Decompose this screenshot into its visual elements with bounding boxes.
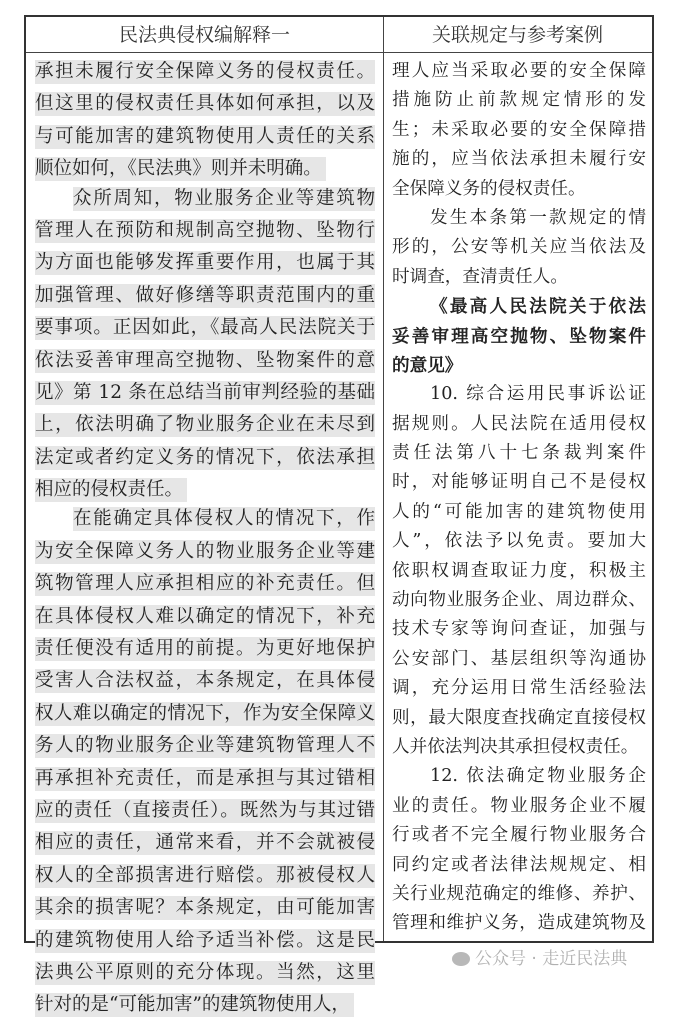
text-line-content: 承担未履行安全保障义务的侵权责任。 [35,61,375,82]
text-line-content: 施的，应当依法承担未履行安 [392,149,646,170]
interpretation-column [35,57,375,1020]
text-line-content: 责任便没有适用的前提。为更好地保护 [35,638,375,660]
text-line [35,637,375,666]
text-line-content: 加强管理、做好修缮等职责范围内的重 [35,284,375,306]
text-line [392,674,646,703]
text-line [35,251,375,280]
text-line-content: 应的责任（直接责任）。既然为与其过错 [35,799,375,821]
text-line-content: 要事项。正因如此，《最高人民法院关于 [35,317,375,339]
text-line [35,734,375,763]
text-line [392,704,646,733]
text-line [392,86,646,115]
text-line-content: 动向物业服务企业、周边群众、 [392,590,646,611]
text-line [392,645,646,674]
text-line [392,145,646,174]
text-line-content: 务人的物业服务企业等建筑物管理人不 [35,735,375,757]
text-line-content: 依职权调查取证力度，积极主 [392,560,646,581]
text-line [35,381,375,410]
text-line-content: 再承担补充责任，而是承担与其过错相 [35,767,375,789]
text-line-content: 措施防止前款规定情形的发 [392,90,646,111]
text-line [35,605,375,634]
text-line [35,219,375,248]
text-line [35,929,375,958]
text-line [35,154,375,183]
text-line [35,446,375,475]
text-line-content: 行或者不完全履行物业服务合 [392,825,646,846]
text-line-content: 时调查，查清责任人。 [392,266,568,287]
text-line-content: 公安部门、基层组织等沟通协 [392,648,646,669]
text-line-content: 据规则。人民法院在适用侵权 [392,413,646,434]
text-line-content: 见》第 12 条在总结当前审判经验的基础 [35,381,375,403]
text-line-content: 顺位如何，《民法典》则并未明确。 [35,157,326,181]
text-line-content: 10. 综合运用民事诉讼证 [430,384,646,405]
text-line-content: 关行业规范确定的维修、养护、 [392,883,646,904]
text-line [35,767,375,796]
text-line [392,733,646,762]
text-line [35,413,375,442]
text-line-content: 依法妥善审理高空抛物、坠物案件的意 [35,349,375,371]
text-line [392,851,646,880]
text-line-content: 人”，依法予以免责。要加大 [392,531,646,552]
text-line-content: 调，充分运用日常生活经验法 [392,678,646,699]
text-line [392,410,646,439]
text-line [35,864,375,893]
text-line-content: 上，依法明确了物业服务企业在未尽到 [35,414,375,436]
text-line [35,60,375,89]
text-line [392,175,646,204]
text-line-content: 与可能加害的建筑物使用人责任的关系 [35,125,375,147]
text-line-content: 同约定或者法律法规规定、相 [392,854,646,875]
text-line-content: 管理和维护义务，造成建筑物及 [392,913,646,934]
wechat-icon [452,952,470,966]
text-line [35,831,375,860]
text-line-content: 理人应当采取必要的安全保障 [392,61,646,81]
text-line [35,284,375,313]
text-line [35,125,375,154]
text-line-content: 技术专家等询问查证，加强与 [392,619,646,640]
text-line-content: 权人的全部损害进行赔偿。那被侵权人 [35,864,375,886]
text-line-content: 人并依法判决其承担侵权责任。 [392,736,639,757]
left-column-header: 民法典侵权编解释一 [26,17,383,53]
text-line [35,92,375,121]
text-line-content: 人的“可能加害的建筑物使用 [392,501,646,522]
text-line-content: 为方面也能够发挥重要作用，也属于其 [35,252,375,274]
watermark [452,948,627,970]
watermark-text: 公众号 · 走近民法典 [475,949,628,969]
text-line [392,263,646,292]
text-line-content: 全保障义务的侵权责任。 [392,178,586,199]
text-line-content: 受害人合法权益，本条规定，在具体侵 [35,670,375,692]
text-line-content: 的意见》 [392,354,463,376]
text-line [35,799,375,828]
text-line [35,187,375,216]
text-line-content: 针对的是“可能加害”的建筑物使用人， [35,993,354,1017]
text-line [35,349,375,378]
text-line [392,762,646,791]
text-line [392,557,646,586]
text-line [35,316,375,345]
text-line [35,572,375,601]
text-line [392,821,646,850]
text-line-content: 筑物管理人应承担相应的补充责任。但 [35,573,375,595]
text-line-content: 在具体侵权人难以确定的情况下，补充 [35,605,375,627]
text-line [392,204,646,233]
text-line [392,527,646,556]
text-line [392,116,646,145]
text-line-content: 的建筑物使用人给予适当补偿。这是民 [35,929,375,951]
text-line [392,498,646,527]
text-line-content: 其余的损害呢？本条规定，由可能加害 [35,897,375,919]
text-line-content: 相应的责任，通常来看，并不会就被侵 [35,832,375,854]
text-line [35,475,375,504]
text-line-content: 法定或者约定义务的情况下，依法承担 [35,446,375,468]
text-line-content: 发生本条第一款规定的情 [430,207,646,228]
text-line-content: 但这里的侵权责任具体如何承担，以及 [35,93,375,115]
text-line [392,468,646,497]
text-line-content: 权人难以确定的情况下，作为安全保障义 [35,702,375,724]
text-line-content: 妥善审理高空抛物、坠物案件 [392,325,646,347]
text-line [392,792,646,821]
text-line [392,57,646,86]
right-column-header: 关联规定与参考案例 [383,17,652,53]
related-provisions-column [392,57,646,939]
text-line [35,507,375,536]
text-line [392,233,646,262]
text-line-content: 业的责任。物业服务企业不履 [392,795,646,816]
column-divider [383,17,384,941]
text-line [392,439,646,468]
text-line-content: 众所周知，物业服务企业等建筑物 [73,187,375,209]
text-line [392,322,646,351]
text-line-content: 形的，公安等机关应当依法及 [392,237,646,258]
text-line [392,909,646,938]
text-line [392,880,646,909]
text-line [35,896,375,925]
text-line-content: 时，对能够证明自己不是侵权 [392,472,646,493]
text-line [392,586,646,615]
text-line [392,380,646,409]
text-line-content: 责任法第八十七条裁判案件 [392,443,646,464]
text-line-content: 《最高人民法院关于依法 [430,296,646,318]
text-line-content: 管理人在预防和规制高空抛物、坠物行 [35,219,375,241]
text-line-content: 相应的侵权责任。 [35,478,187,502]
text-line [35,702,375,731]
text-line-content: 为安全保障义务人的物业服务企业等建 [35,540,375,562]
text-line [392,615,646,644]
text-line [35,990,375,1019]
text-line [392,292,646,321]
text-line-content: 在能确定具体侵权人的情况下，作 [73,508,375,530]
text-line-content: 法典公平原则的充分体现。当然，这里 [35,961,375,983]
text-line-content: 则，最大限度查找确定直接侵权 [392,707,646,728]
text-line-content: 12. 依法确定物业服务企 [430,766,646,787]
text-line [35,540,375,569]
text-line [392,351,646,380]
text-line-content: 生；未采取必要的安全保障措 [392,119,646,140]
text-line [35,669,375,698]
